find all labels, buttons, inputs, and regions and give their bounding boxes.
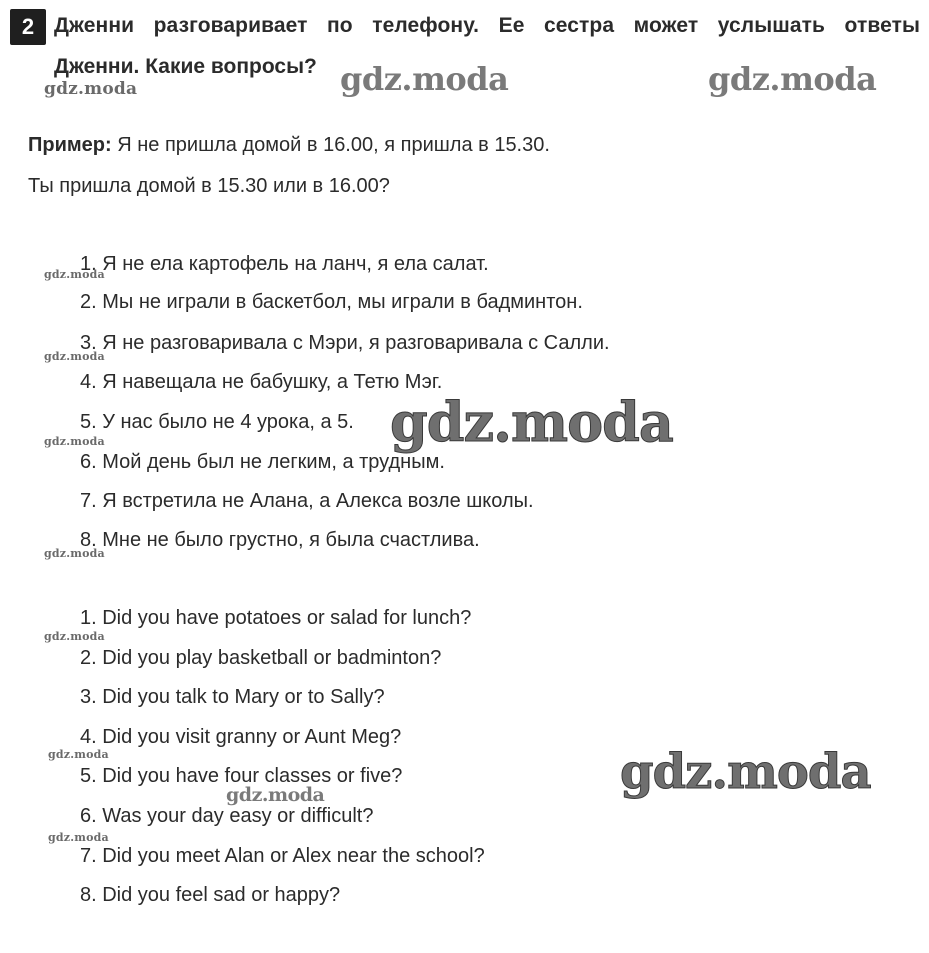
watermark-small: gdz.moda — [44, 268, 105, 281]
watermark-small: gdz.moda — [44, 435, 105, 448]
watermark-small: gdz.moda — [44, 547, 105, 560]
watermark-medium: gdz.moda — [340, 60, 509, 98]
list-item: 8. Did you feel sad or happy? — [80, 884, 341, 906]
list-item: 6. Was your day easy or difficult? — [80, 805, 374, 827]
watermark-small: gdz.moda — [48, 831, 109, 844]
list-item: 7. Did you meet Alan or Alex near the school? — [80, 845, 485, 867]
task-number-badge: 2 — [10, 9, 46, 45]
list-item: 2. Did you play basketball or badminton? — [80, 647, 442, 669]
list-item: 3. Did you talk to Mary or to Sally? — [80, 686, 385, 708]
list-item: 8. Мне не было грустно, я была счастлива. — [80, 529, 480, 551]
example-question: Ты пришла домой в 15.30 или в 16.00? — [28, 175, 390, 197]
watermark-small: gdz.moda — [48, 748, 109, 761]
watermark-large: gdz.moda — [390, 390, 673, 454]
example-statement — [28, 131, 550, 159]
list-item: 3. Я не разговаривала с Мэри, я разговаривала с Салли. — [80, 332, 610, 354]
example-label: Пример: — [28, 134, 112, 156]
list-item: 4. Я навещала не бабушку, а Тетю Мэг. — [80, 371, 443, 393]
list-item: 7. Я встретила не Алана, а Алекса возле школы. — [80, 490, 534, 512]
list-item: 5. У нас было не 4 урока, а 5. — [80, 411, 354, 433]
watermark-medium: gdz.moda — [708, 60, 877, 98]
watermark-small: gdz.moda — [44, 79, 138, 99]
task-title-line-1: Дженни разговаривает по телефону. Ее сестра может услышать ответы — [54, 14, 920, 37]
list-item: 2. Мы не играли в баскетбол, мы играли в бадминтон. — [80, 291, 583, 313]
list-item: 6. Мой день был не легким, а трудным. — [80, 451, 445, 473]
list-item: 4. Did you visit granny or Aunt Meg? — [80, 726, 402, 748]
watermark-medium: gdz.moda — [226, 784, 325, 806]
watermark-small: gdz.moda — [44, 630, 105, 643]
example-statement-text: Я не пришла домой в 16.00, я пришла в 15.30. — [111, 134, 550, 156]
watermark-large: gdz.moda — [620, 744, 871, 800]
list-item: 5. Did you have four classes or five? — [80, 765, 403, 787]
list-item: 1. Did you have potatoes or salad for lunch? — [80, 607, 472, 629]
watermark-small: gdz.moda — [44, 350, 105, 363]
task-title-line-2: Дженни. Какие вопросы? — [54, 55, 317, 78]
list-item: 1. Я не ела картофель на ланч, я ела салат. — [80, 253, 489, 275]
